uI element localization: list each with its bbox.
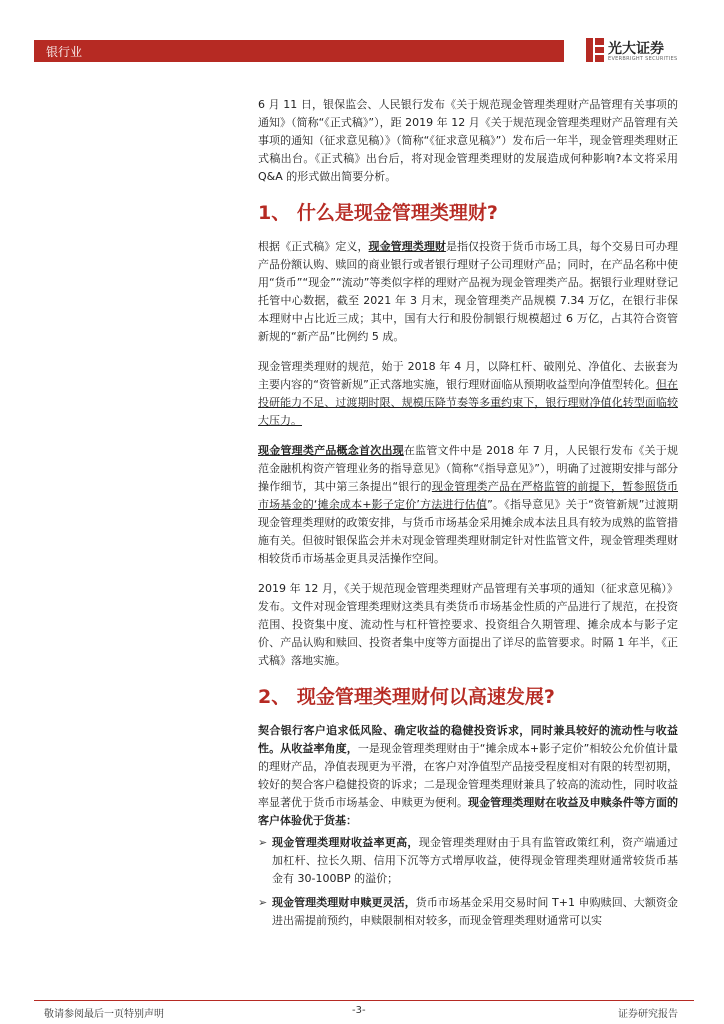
text: 现金管理类理财的规范，始于 2018 年 4 月，以降杠杆、破刚兑、净值化、去嵌套为主要内容的“资管新规”正式落地实施，银行理财面临从预期收益型向净值型转化。: [258, 360, 678, 391]
underlined-text: 暂参照货币市场基金的‘摊余成本+影子定价’方法进行估值: [258, 480, 679, 511]
bold-term: 现金管理类理财: [368, 240, 446, 253]
underlined-text: 但在投研能力不足、过渡期时限、规模压降节奏等多重约束下，银行理财净值化转型面临较大压力。: [258, 378, 678, 427]
footer-report-type: 证券研究报告: [618, 1009, 678, 1020]
underlined-text: 在严格监管的前提下，: [510, 480, 623, 493]
underlined-text: 现金管理类产品: [431, 480, 511, 493]
definition-paragraph: [258, 238, 678, 346]
growth-paragraph: [258, 722, 678, 830]
section-heading-2: 2、 现金管理类理财何以高速发展?: [258, 686, 555, 708]
bullet-text: 货币市场基金采用交易时间 T+1 申购赎回、大额资金进出需提前预约，申赎限制相对较多，而现金管理类理财通常可以实: [272, 896, 678, 927]
bullet-item-redemption: [258, 894, 678, 930]
bullet-arrow-icon: ➢: [258, 896, 268, 909]
bold-text: 现金管理类理财在收益及申赎条件等方面的客户体验优于货基：: [258, 796, 679, 827]
text: 根据《正式稿》定义，: [258, 240, 369, 253]
everbright-logo-icon: [586, 38, 604, 62]
text: 一是现金管理类理财由于“摊余成本+影子定价”相较公允价值计量的理财产品，净值表现更为平滑，在客户对净值型产品接受程度相对有限的转型初期，较好的契合客户稳健投资的诉求；二是现金管理类理财兼具了较高的流动性，同时收益率显著优于货币市场基金、申赎更为便利。: [258, 742, 679, 809]
section-header-bar: [34, 40, 564, 62]
logo-text: 光大证券: [608, 41, 664, 57]
section-heading-1: 1、 什么是现金管理类理财?: [258, 202, 498, 224]
bullet-item-yield: [258, 834, 678, 888]
concept-paragraph: [258, 442, 678, 568]
section-label: 银行业: [46, 45, 83, 59]
text: 是指仅投资于货币市场工具，每个交易日可办理产品份额认购、赎回的商业银行或者银行理财子公司理财产品；同时，在产品名称中使用“货币”“现金”“流动”等类似字样的理财产品视为现金管理类产品。据银行业理财登记托管中心数据，截至 2021 年 3 月末，现金管理类产品规模 7.34 万亿，在银行非保本理财中占比近三成；其中，国有大行和股份制银行规模超过 6 万亿，占其符合资管新规的“新产品”比例约 5 成。: [258, 240, 679, 343]
bold-term: 现金管理类产品概念首次出现: [258, 444, 404, 457]
report-body: [258, 96, 678, 936]
page-number: -3-: [352, 1005, 366, 1016]
footer-divider: [34, 1000, 694, 1001]
bullet-text: 现金管理类理财由于具有监管政策红利，资产端通过加杠杆、拉长久期、信用下沉等方式增厚收益，使得现金管理类理财通常较货币基金有 30-100BP 的溢价；: [272, 836, 679, 885]
draft-paragraph: 2019 年 12 月，《关于规范现金管理类理财产品管理有关事项的通知（征求意见稿）》发布。文件对现金管理类理财这类具有类货币市场基金性质的产品进行了规范，在投资范围、投资集中度、流动性与杠杆管控要求、投资组合久期管理、摊余成本与影子定价、产品认购和赎回、投资者集中度等方面提出了详尽的监管要求。时隔 1 年半，《正式稿》落地实施。: [258, 582, 678, 667]
regulation-paragraph: [258, 358, 678, 430]
intro-paragraph: 6 月 11 日，银保监会、人民银行发布《关于规范现金管理类理财产品管理有关事项的通知》（简称“《正式稿》”），距 2019 年 12 月《关于规范现金管理类理财产品管理有关事项的通知（征求意见稿）》（简称“《征求意见稿》”）发布后一年半，现金管理类理财正式稿出台。《正式稿》出台后，将对现金管理类理财的发展造成何种影响?本文将采用 Q&A 的形式做出简要分析。: [258, 98, 678, 183]
bold-text: 契合银行客户追求低风险、确定收益的稳健投资诉求，同时兼具较好的流动性与收益性。: [258, 724, 678, 755]
logo-subtext: EVERBRIGHT SECURITIES: [608, 56, 678, 62]
footer-disclaimer: 敬请参阅最后一页特别声明: [44, 1009, 164, 1020]
company-logo: [586, 36, 696, 66]
bullet-bold: 现金管理类理财收益率更高，: [272, 836, 419, 849]
bold-text: 从收益率角度，: [280, 742, 358, 755]
text: 在监管文件中是 2018 年 7 月，人民银行发布《关于规范金融机构资产管理业务的指导意见》（简称“《指导意见》”），明确了过渡期安排与部分操作细节，其中第三条提出“银行的: [258, 444, 679, 493]
text: ”。《指导意见》关于“资管新规”过渡期现金管理类理财的政策安排，与货币市场基金采用摊余成本法且具有较为成熟的监管措施有关。但彼时银保监会并未对现金管理类理财制定针对性监管文件，现金管理类理财相较货币市场基金更具灵活操作空间。: [258, 498, 678, 565]
bullet-arrow-icon: ➢: [258, 836, 268, 849]
bullet-bold: 现金管理类理财申赎更灵活，: [272, 896, 416, 909]
